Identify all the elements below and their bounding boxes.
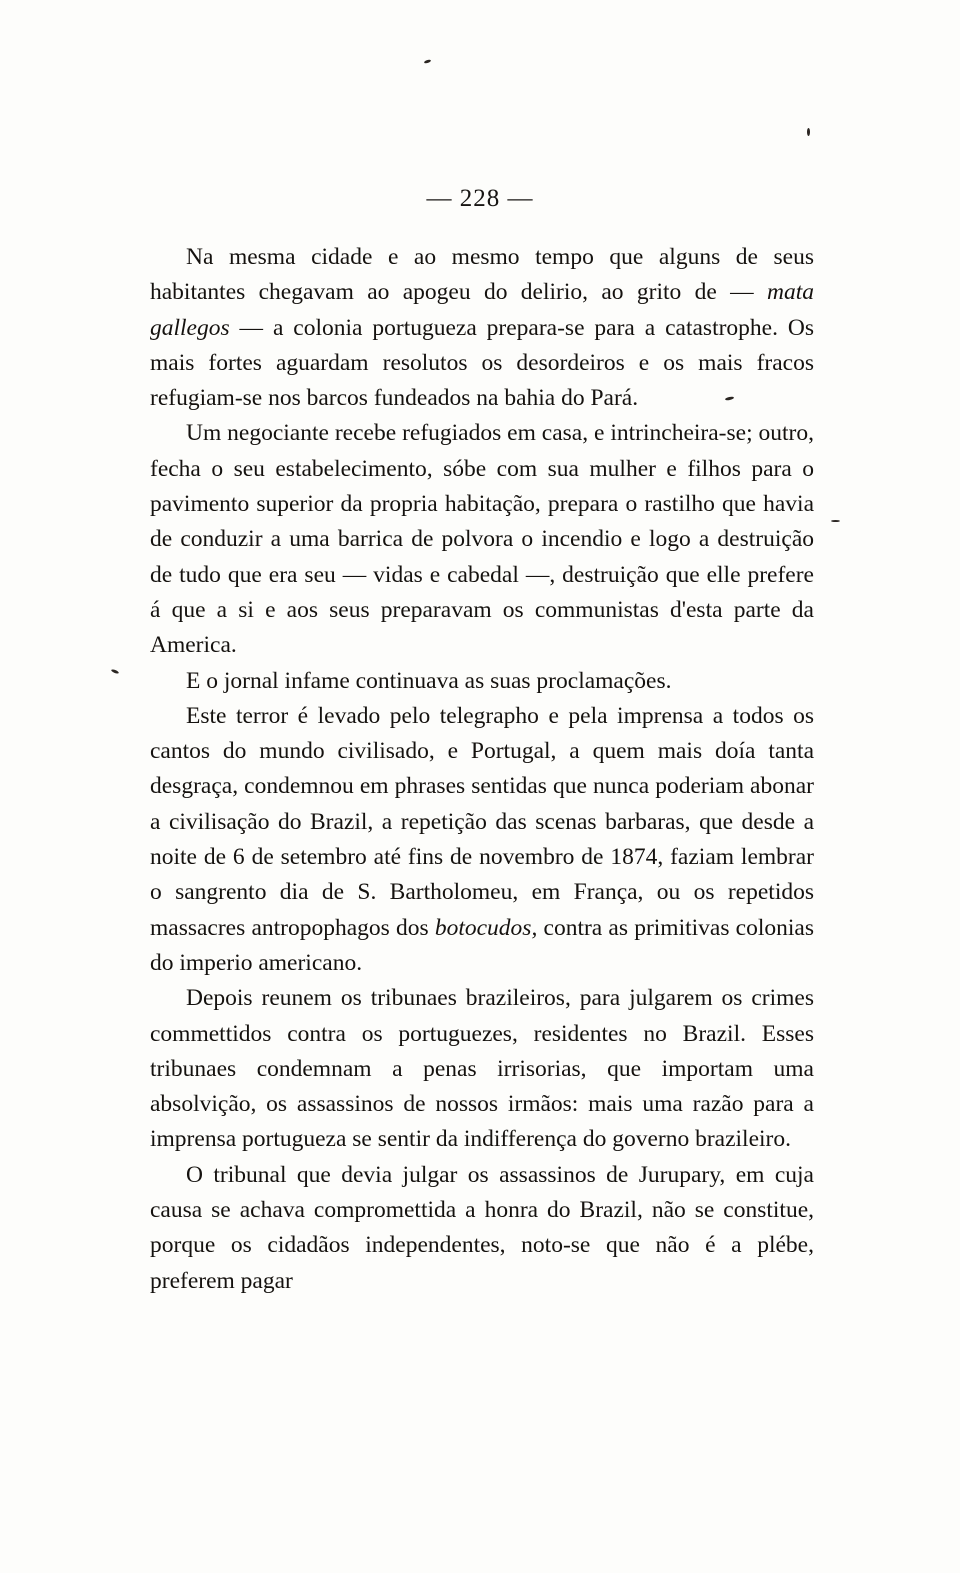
ink-speck — [111, 669, 120, 675]
ink-speck — [424, 59, 432, 64]
page-number: — 228 — — [426, 185, 534, 212]
text-run: Depois reunem os tribunaes brazileiros, para julgarem os crimes commettidos contra os portuguezes, residentes no Brazil. Esses tribunaes condemnam a penas irrisorias, que importam uma absolvição, os assassinos de nossos irmãos: mais uma razão para a imprensa portugueza se sentir da indifferença do governo brazileiro. — [150, 985, 814, 1153]
text-run: Na mesma cidade e ao mesmo tempo que alguns de seus habitantes chegavam ao apogeu do delirio, ao grito de — — [150, 244, 814, 306]
text-run: contra as primitivas colonias do imperio americano. — [150, 914, 814, 976]
paragraph — [150, 1158, 814, 1299]
paragraph — [150, 240, 814, 416]
paragraph — [150, 699, 814, 981]
text-run: mata gallegos — [150, 279, 814, 341]
text-run: Um negociante recebe refugiados em casa, e intrincheira-se; outro, fecha o seu estabelecimento, sóbe com sua mulher e filhos para o pavimento superior da propria habitação, prepara o rastilho que havia de conduzir a uma barrica de polvora o incendio e logo a destruição de tudo que era seu — vidas e cabedal —, destruição que elle prefere á que a si e aos seus preparavam os communistas d'esta parte da America. — [150, 420, 814, 659]
body-text — [150, 240, 814, 1299]
paragraph — [150, 416, 814, 663]
ink-speck — [807, 128, 810, 136]
text-run: — a colonia portugueza prepara-se para a catastrophe. Os mais fortes aguardam resolutos os desordeiros e os mais fracos refugiam-se nos barcos fundeados na bahia do Pará. — [150, 314, 814, 412]
paragraph — [150, 981, 814, 1157]
paragraph — [150, 664, 814, 699]
text-run: botocudos, — [434, 914, 538, 941]
ink-speck — [831, 520, 840, 522]
text-run: E o jornal infame continuava as suas proclamações. — [186, 667, 672, 694]
text-run: O tribunal que devia julgar os assassinos de Jurupary, em cuja causa se achava compromettida a honra do Brazil, não se constitue, porque os cidadãos independentes, noto-se que não é a plébe, preferem pagar — [150, 1161, 814, 1294]
text-run: Este terror é levado pelo telegrapho e pela imprensa a todos os cantos do mundo civilisado, e Portugal, a quem mais doía tanta desgraça, condemnou em phrases sentidas que nunca poderiam abonar a civilisação do Brazil, a repetição das scenas barbaras, que desde a noite de 6 de setembro até fins de novembro de 1874, faziam lembrar o sangrento dia de S. Bartholomeu, em França, ou os repetidos massacres antropophagos dos — [150, 702, 814, 941]
